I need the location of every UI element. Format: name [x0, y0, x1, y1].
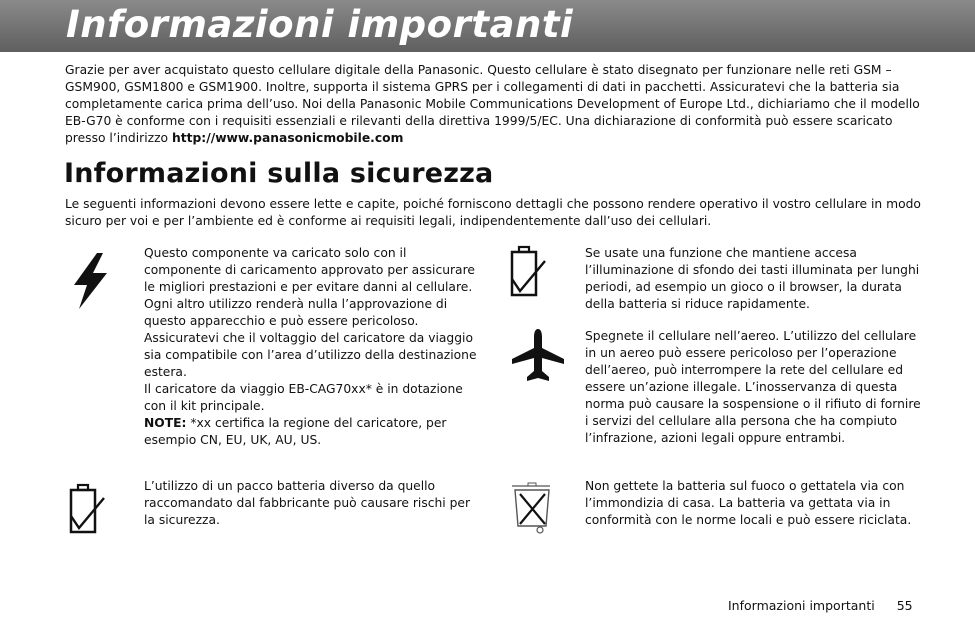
charger-note	[144, 415, 484, 449]
charger-text: Questo componente va caricato solo con il componente di caricamento approvato per assicurare le migliori prestazioni e per evitare danni al cellulare. Ogni altro utilizzo renderà nulla l’approvazione di questo apparecchio e può essere pericoloso. Assicuratevi che il voltaggio del caricatore da viaggio sia compatibile con l’area d’utilizzo della destinazione estera.	[144, 246, 477, 379]
charger-info	[144, 245, 484, 449]
intro-paragraph	[65, 62, 935, 147]
footer	[728, 598, 913, 613]
disposal-info: Non gettete la batteria sul fuoco o gettatela via con l’immondizia di casa. La batteria va gettata via in conformità con le norme locali e può essere riciclata.	[585, 479, 912, 527]
page-number: 55	[896, 598, 913, 613]
safety-heading: Informazioni sulla sicurezza	[64, 158, 494, 189]
safety-lead-paragraph: Le seguenti informazioni devono essere lette e capite, poiché forniscono dettagli che possono rendere operativo il vostro cellulare in modo sicuro per voi e per l’ambiente ed è conforme ai requisiti legali, indipendentemente dall’uso dei cellulari.	[65, 197, 921, 228]
note-text: *xx certifica la regione del caricatore, per esempio CN, EU, UK, AU, US.	[144, 416, 447, 447]
battery-pack-info: L’utilizzo di un pacco batteria diverso da quello raccomandato dal fabbricante può causare rischi per la sicurezza.	[144, 479, 471, 527]
website-link[interactable]: http://www.panasonicmobile.com	[171, 131, 404, 145]
charger-kit-text: Il caricatore da viaggio EB-CAG70xx* è in dotazione con il kit principale.	[144, 382, 463, 413]
intro-text: Grazie per aver acquistato questo cellulare digitale della Panasonic. Questo cellulare è stato disegnato per funzionare nelle reti GSM – GSM900, GSM1800 e GSM1900. Inoltre, supporta il sistema GPRS per i collegamenti di dati in pacchetti. Assicuratevi che la batteria sia completamente carica prima dell’uso. Noi della Panasonic Mobile Communications Development of Europe Ltd., dichiariamo che il modello EB-G70 è conforme con i requisiti essenziali e rilevanti della direttiva 1999/5/EC. Una dichiarazione di conformità può essere scaricato presso l’indirizzo	[65, 63, 920, 145]
lightning-icon	[70, 252, 112, 310]
battery-check-icon	[508, 245, 548, 299]
footer-section-label: Informazioni importanti	[728, 598, 875, 613]
crossed-bin-icon	[508, 482, 556, 538]
page-title: Informazioni importanti	[66, 3, 574, 46]
airplane-info: Spegnete il cellulare nell’aereo. L’utilizzo del cellulare in un aereo può essere pericoloso per l’operazione dell’aereo, può interrompere la rete del cellulare ed essere un’azione illegale. L’inosservanza di questa norma può causare la sospensione o il rifiuto di fornire i servizi del cellulare alla persona che ha compiuto l’infrazione, azioni legali oppure entrambi.	[585, 329, 921, 445]
airplane-icon	[510, 327, 566, 383]
note-label: NOTE:	[144, 416, 187, 430]
title-banner	[0, 0, 975, 52]
battery-check-icon	[68, 483, 108, 535]
backlight-info: Se usate una funzione che mantiene accesa l’illuminazione di sfondo dei tasti illuminata per lunghi periodi, ad esempio un gioco o il browser, la durata della batteria si riduce rapidamente.	[585, 246, 920, 311]
